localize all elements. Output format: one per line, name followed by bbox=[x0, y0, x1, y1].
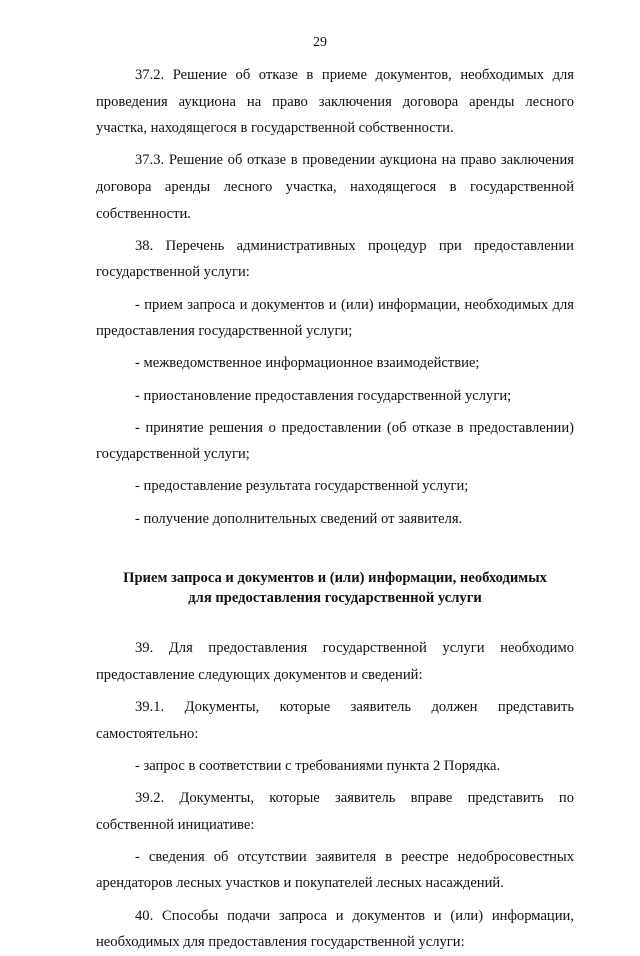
paragraph-37-3: 37.3. Решение об отказе в проведении аукциона на право заключения договора аренды лесного участка, находящегося в государственной собственности. bbox=[96, 152, 574, 222]
section-heading-line-2: для предоставления государственной услуги bbox=[188, 590, 482, 607]
list-item-additional-info: - получение дополнительных сведений от заявителя. bbox=[135, 510, 463, 527]
list-item-registry-info: - сведения об отсутствии заявителя в реестре недобросовестных арендаторов лесных участков и покупателей лесных насаждений. bbox=[96, 848, 574, 892]
section-heading bbox=[96, 568, 574, 608]
paragraph-38: 38. Перечень административных процедур при предоставлении государственной услуги: bbox=[96, 237, 574, 281]
paragraph-39-1: 39.1. Документы, которые заявитель должен представить самостоятельно: bbox=[96, 699, 574, 742]
paragraph-39-2: 39.2. Документы, которые заявитель вправе представить по собственной инициативе: bbox=[96, 790, 574, 833]
list-item-result-provision: - предоставление результата государственной услуги; bbox=[135, 478, 469, 495]
page-number: 29 bbox=[313, 35, 327, 50]
list-item-request-reception: - прием запроса и документов и (или) информации, необходимых для предоставления государственной услуги; bbox=[96, 296, 574, 340]
list-item-request-per-procedure: - запрос в соответствии с требованиями пункта 2 Порядка. bbox=[135, 757, 501, 774]
page-content bbox=[96, 62, 574, 956]
paragraph-39: 39. Для предоставления государственной услуги необходимо предоставление следующих документов и сведений: bbox=[96, 640, 574, 683]
list-item-suspension: - приостановление предоставления государственной услуги; bbox=[135, 387, 512, 404]
paragraph-37-2: 37.2. Решение об отказе в приеме документов, необходимых для проведения аукциона на право заключения договора аренды лесного участка, находящегося в государственной собственности. bbox=[96, 67, 574, 137]
list-item-decision: - принятие решения о предоставлении (об отказе в предоставлении) государственной услуги; bbox=[96, 419, 574, 463]
section-heading-line-1: Прием запроса и документов и (или) информации, необходимых bbox=[123, 570, 547, 587]
paragraph-40: 40. Способы подачи запроса и документов и (или) информации, необходимых для предоставления государственной услуги: bbox=[96, 907, 574, 951]
list-item-interdepartmental-interaction: - межведомственное информационное взаимодействие; bbox=[135, 355, 480, 372]
